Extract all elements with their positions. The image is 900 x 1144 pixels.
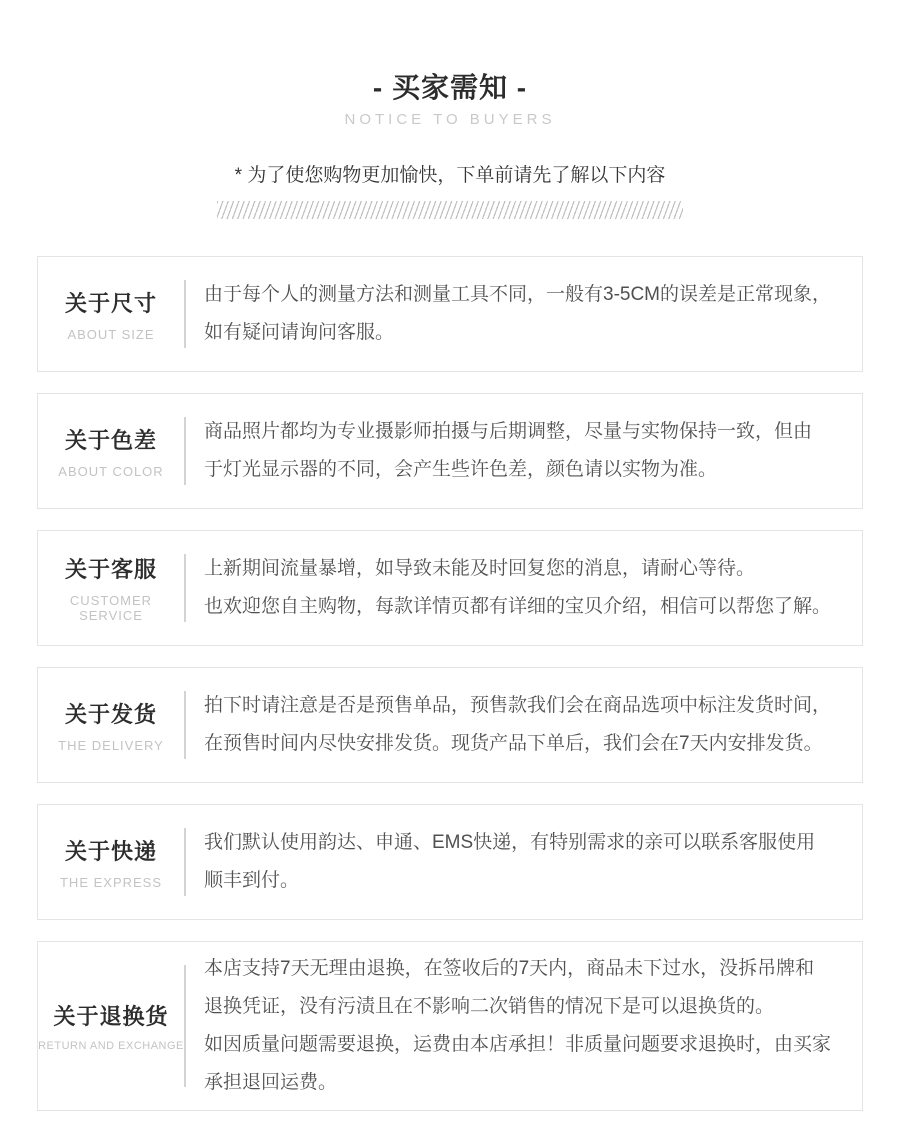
- section-label-group: [38, 835, 184, 890]
- section-return-exchange: [37, 941, 863, 1111]
- section-label-cn: 关于发货: [64, 701, 157, 727]
- section-text-line: 本店支持7天无理由退换，在签收后的7天内，商品未下过水，没拆吊牌和: [204, 958, 815, 979]
- section-text-line: 也欢迎您自主购物，每款详情页都有详细的宝贝介绍，相信可以帮您了解。: [204, 596, 832, 617]
- notice-sections: [37, 256, 863, 1111]
- section-label-en: THE EXPRESS: [59, 874, 163, 890]
- section-text: [186, 550, 862, 626]
- section-text: [186, 413, 862, 489]
- section-label-en: THE DELIVERY: [58, 737, 164, 753]
- section-text-line: 退换凭证，没有污渍且在不影响二次销售的情况下是可以退换货的。: [204, 996, 775, 1017]
- section-text-line: 承担退回运费。: [204, 1072, 338, 1093]
- section-text-line: 顺丰到付。: [204, 870, 300, 891]
- section-text-line: 拍下时请注意是否是预售单品，预售款我们会在商品选项中标注发货时间，: [204, 695, 832, 716]
- section-text-line: 如因质量问题需要退换，运费由本店承担！非质量问题要求退换时，由买家: [204, 1034, 832, 1055]
- notice-header: [0, 0, 900, 219]
- section-text-line: 如有疑问请询问客服。: [204, 322, 395, 343]
- section-label-cn: 关于客服: [64, 557, 157, 582]
- section-label-cn: 关于退换货: [53, 1004, 169, 1029]
- slash-divider-decoration: [217, 201, 683, 219]
- section-text-line: 商品照片都均为专业摄影师拍摄与后期调整，尽量与实物保持一致，但由: [204, 421, 813, 442]
- section-delivery: [37, 667, 863, 783]
- section-customer-service: [37, 530, 863, 646]
- section-label-en: ABOUT SIZE: [67, 326, 155, 342]
- section-text: [186, 950, 862, 1102]
- section-text: [186, 687, 862, 763]
- page-subtitle-en: NOTICE TO BUYERS: [344, 111, 556, 128]
- section-label-group: [38, 698, 184, 753]
- section-text-line: 我们默认使用韵达、申通、EMS快递，有特别需求的亲可以联系客服使用: [204, 832, 816, 853]
- buyer-note: * 为了使您购物更加愉快，下单前请先了解以下内容: [234, 165, 666, 186]
- section-label-group: [38, 553, 184, 623]
- section-label-cn: 关于色差: [64, 427, 157, 453]
- section-label-group: [38, 1000, 184, 1052]
- section-label-cn: 关于快递: [64, 838, 157, 864]
- section-text: [186, 276, 862, 352]
- section-text-line: 上新期间流量暴增，如导致未能及时回复您的消息，请耐心等待。: [204, 558, 756, 579]
- section-text: [186, 824, 862, 900]
- section-label-en: CUSTOMER SERVICE: [69, 593, 153, 623]
- section-label-group: [38, 424, 184, 479]
- section-text-line: 由于每个人的测量方法和测量工具不同，一般有3-5CM的误差是正常现象，: [204, 284, 832, 305]
- section-about-size: [37, 256, 863, 372]
- section-label-en: RETURN AND EXCHANGE: [38, 1040, 184, 1052]
- section-express: [37, 804, 863, 920]
- section-about-color: [37, 393, 863, 509]
- section-label-en: ABOUT COLOR: [58, 463, 164, 479]
- section-label-cn: 关于尺寸: [64, 290, 157, 316]
- section-text-line: 在预售时间内尽快安排发货。现货产品下单后，我们会在7天内安排发货。: [204, 733, 823, 754]
- section-label-group: [38, 287, 184, 342]
- page-title: - 买家需知 -: [372, 72, 528, 103]
- section-text-line: 于灯光显示器的不同，会产生些许色差，颜色请以实物为准。: [204, 459, 718, 480]
